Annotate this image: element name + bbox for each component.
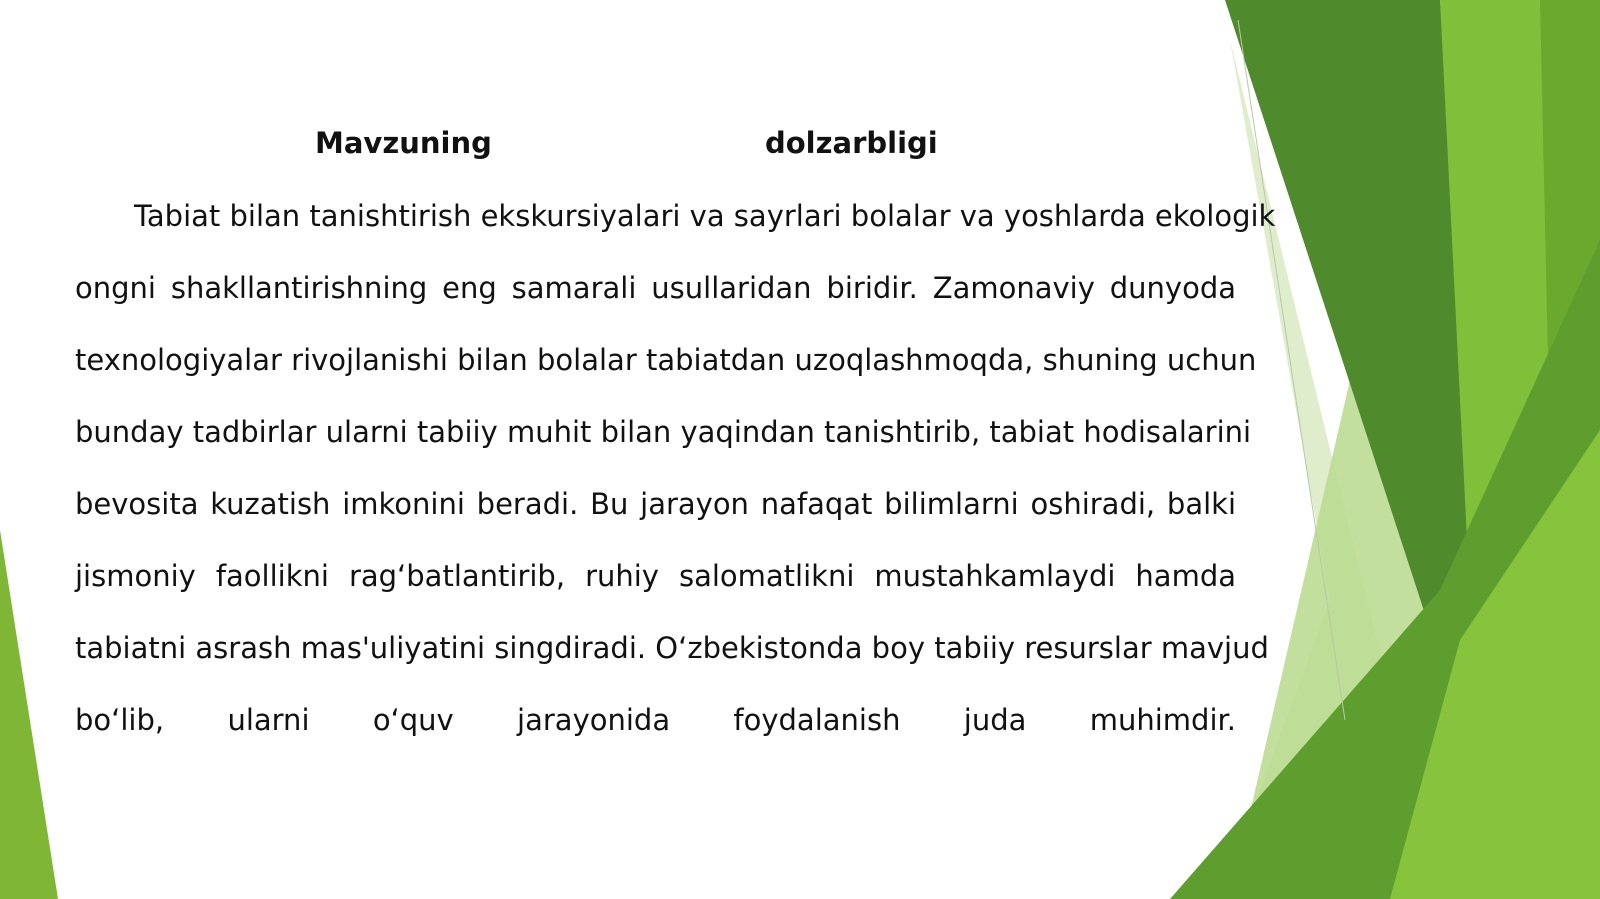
last-line-word: foydalanish bbox=[733, 703, 901, 737]
text-content bbox=[75, 108, 1276, 756]
title-word-mavzuning: Mavzuning bbox=[315, 126, 492, 160]
paragraph-line: texnologiyalar rivojlanishi bilan bolalar tabiatdan uzoqlashmoqda, shuning uchun bbox=[75, 343, 1257, 377]
last-line-word: jarayonida bbox=[517, 703, 671, 737]
paragraph-line: ongni shakllantirishning eng samarali usullaridan biridir. Zamonaviy dunyoda bbox=[75, 271, 1236, 305]
paragraph-line: Tabiat bilan tanishtirish ekskursiyalari va sayrlari bolalar va yoshlarda ekologik bbox=[134, 199, 1276, 233]
paragraph-line: tabiatni asrash mas'uliyatini singdiradi. O‘zbekistonda boy tabiiy resurslar mavjud bbox=[75, 631, 1269, 665]
paragraph-line: jismoniy faollikni rag‘batlantirib, ruhiy salomatlikni mustahkamlaydi hamda bbox=[75, 559, 1236, 593]
left-green-sliver bbox=[0, 530, 58, 899]
last-line-word: ularni bbox=[227, 703, 310, 737]
last-line-word: bo‘lib, bbox=[75, 703, 165, 737]
last-line-word: juda bbox=[963, 703, 1027, 737]
last-line-word: muhimdir. bbox=[1089, 703, 1236, 737]
last-line-word: o‘quv bbox=[372, 703, 454, 737]
paragraph-line: bunday tadbirlar ularni tabiiy muhit bilan yaqindan tanishtirib, tabiat hodisalarini bbox=[75, 415, 1252, 449]
paragraph-line: bevosita kuzatish imkonini beradi. Bu jarayon nafaqat bilimlarni oshiradi, balki bbox=[75, 487, 1236, 521]
title-word-dolzarbligi: dolzarbligi bbox=[765, 126, 938, 160]
slide-title bbox=[75, 108, 1236, 180]
paragraph-last-line bbox=[75, 684, 1236, 756]
